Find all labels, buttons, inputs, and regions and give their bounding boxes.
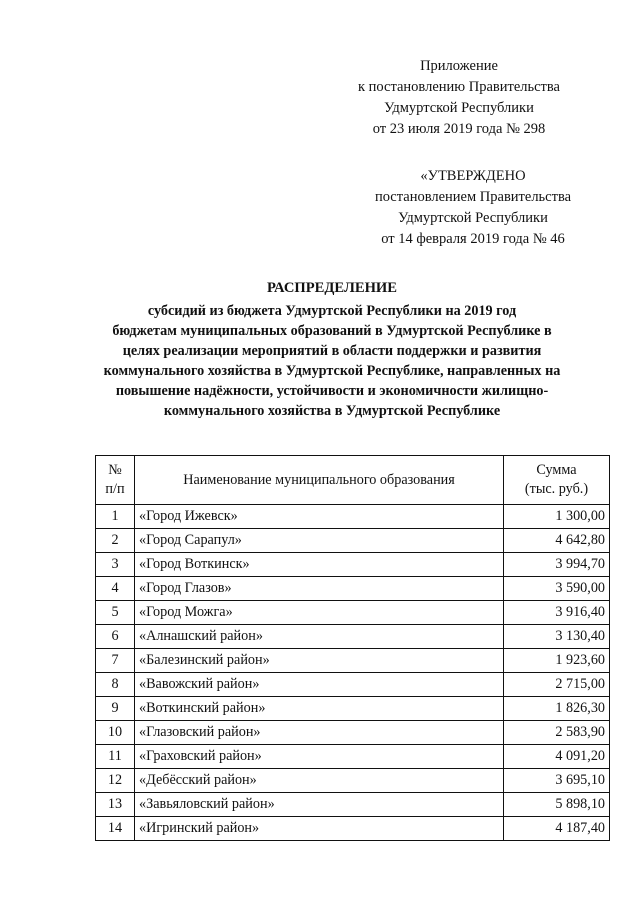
row-num: 10 [96, 721, 135, 745]
table-row [96, 505, 610, 529]
table-row [96, 601, 610, 625]
appendix-line-4: от 23 июля 2019 года № 298 [372, 121, 546, 137]
header-sum-line-2: (тыс. руб.) [524, 481, 589, 497]
row-name: «Балезинский район» [135, 649, 504, 673]
row-name: «Игринский район» [135, 817, 504, 841]
row-name: «Город Сарапул» [135, 529, 504, 553]
row-sum: 2 583,90 [504, 721, 610, 745]
row-num: 2 [96, 529, 135, 553]
header-sum [504, 456, 610, 505]
header-num-line-2: п/п [105, 481, 125, 497]
table-row [96, 793, 610, 817]
row-sum: 3 916,40 [504, 601, 610, 625]
appendix-line-2: к постановлению Правительства [358, 79, 560, 95]
row-num: 14 [96, 817, 135, 841]
row-sum: 1 923,60 [504, 649, 610, 673]
row-name: «Завьяловский район» [135, 793, 504, 817]
header-name: Наименование муниципального образования [135, 456, 504, 505]
row-num: 6 [96, 625, 135, 649]
row-num: 7 [96, 649, 135, 673]
title-line-1: субсидий из бюджета Удмуртской Республики на 2019 год [147, 303, 517, 319]
row-sum: 3 695,10 [504, 769, 610, 793]
table-body [96, 505, 610, 841]
row-num: 8 [96, 673, 135, 697]
appendix-line-1: Приложение [420, 58, 498, 74]
row-num: 5 [96, 601, 135, 625]
row-sum: 2 715,00 [504, 673, 610, 697]
title-line-3: целях реализации мероприятий в области поддержки и развития [122, 343, 542, 359]
row-num: 3 [96, 553, 135, 577]
appendix-line-3: Удмуртской Республики [384, 100, 534, 116]
approved-block [368, 166, 578, 250]
table-row [96, 625, 610, 649]
row-num: 4 [96, 577, 135, 601]
row-num: 11 [96, 745, 135, 769]
row-name: «Глазовский район» [135, 721, 504, 745]
table-row [96, 817, 610, 841]
approved-line-1: «УТВЕРЖДЕНО [420, 168, 526, 184]
distribution-table [95, 455, 610, 841]
row-sum: 5 898,10 [504, 793, 610, 817]
title-line-6: коммунального хозяйства в Удмуртской Республике [163, 403, 501, 419]
row-sum: 4 187,40 [504, 817, 610, 841]
table-row [96, 529, 610, 553]
approved-line-4: от 14 февраля 2019 года № 46 [381, 231, 565, 247]
row-name: «Вавожский район» [135, 673, 504, 697]
row-name: «Город Воткинск» [135, 553, 504, 577]
row-name: «Город Ижевск» [135, 505, 504, 529]
row-sum: 1 300,00 [504, 505, 610, 529]
table-row [96, 745, 610, 769]
title-line-2: бюджетам муниципальных образований в Удмуртской Республике в [112, 323, 552, 339]
row-num: 1 [96, 505, 135, 529]
row-name: «Город Можга» [135, 601, 504, 625]
row-name: «Воткинский район» [135, 697, 504, 721]
approved-line-2: постановлением Правительства [374, 189, 572, 205]
row-name: «Алнашский район» [135, 625, 504, 649]
row-sum: 1 826,30 [504, 697, 610, 721]
row-num: 12 [96, 769, 135, 793]
row-sum: 4 091,20 [504, 745, 610, 769]
title-heading: РАСПРЕДЕЛЕНИЕ [266, 280, 398, 296]
header-num-line-1: № [108, 462, 122, 478]
table-row [96, 769, 610, 793]
title-line-4: коммунального хозяйства в Удмуртской Республике, направленных на [103, 363, 561, 379]
row-name: «Граховский район» [135, 745, 504, 769]
row-name: «Дебёсский район» [135, 769, 504, 793]
title-line-5: повышение надёжности, устойчивости и экономичности жилищно- [115, 383, 549, 399]
table-header-row [96, 456, 610, 505]
table-row [96, 553, 610, 577]
table-row [96, 721, 610, 745]
header-num [96, 456, 135, 505]
row-name: «Город Глазов» [135, 577, 504, 601]
row-sum: 3 590,00 [504, 577, 610, 601]
row-sum: 3 994,70 [504, 553, 610, 577]
table-row [96, 673, 610, 697]
table-row [96, 697, 610, 721]
appendix-block [336, 56, 582, 140]
approved-line-3: Удмуртской Республики [398, 210, 548, 226]
table-row [96, 577, 610, 601]
row-sum: 3 130,40 [504, 625, 610, 649]
row-sum: 4 642,80 [504, 529, 610, 553]
row-num: 9 [96, 697, 135, 721]
header-sum-line-1: Сумма [536, 462, 577, 478]
row-num: 13 [96, 793, 135, 817]
table-row [96, 649, 610, 673]
document-title [92, 278, 572, 421]
